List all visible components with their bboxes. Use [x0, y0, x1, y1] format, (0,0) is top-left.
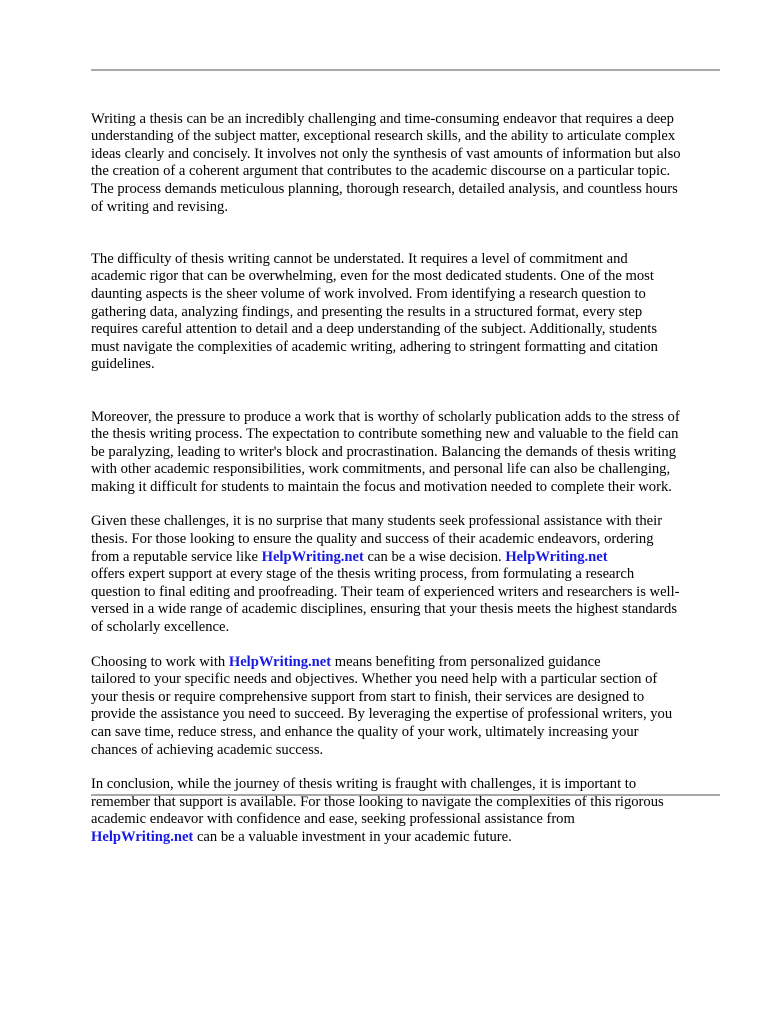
helpwriting-link[interactable]: HelpWriting.net [228, 653, 332, 670]
paragraph-text: Writing a thesis can be an incredibly challenging and time-consuming endeavor that requires a deep understanding of the subject matter, exceptional research skills, and the ability to articulate complex ideas clearly and concisely. It involves not only the synthesis of vast amounts of information but also the creation of a coherent argument that contributes to the academic discourse on a particular topic. The process demands meticulous planning, thorough research, detailed analysis, and countless hours of writing and revising. [91, 110, 681, 215]
paragraph-text: can be a valuable investment in your academic future. [193, 828, 512, 845]
paragraph-text: Choosing to work with [91, 653, 229, 670]
helpwriting-link[interactable]: HelpWriting.net [261, 548, 364, 565]
paragraph-text: can be a wise decision. [363, 548, 506, 565]
paragraph-choosing [91, 654, 731, 760]
paragraph-text: means benefiting from personalized guidance tailored to your specific needs and objectives. Whether you need help with a particular section of your thesis or require comprehensive support from start to finish, their services are designed to provide the assistance you need to succeed. By leveraging the expertise of professional writers, you can save time, reduce stress, and enhance the quality of your work, ultimately increasing your chances of achieving academic success. [91, 653, 673, 758]
helpwriting-link[interactable]: HelpWriting.net [91, 828, 194, 845]
paragraph-pressure [91, 391, 731, 497]
paragraph-text: Moreover, the pressure to produce a work that is worthy of scholarly publication adds to the stress of the thesis writing process. The expectation to contribute something new and valuable to the field can be paralyzing, leading to writer's block and procrastination. Balancing the demands of thesis writing with other academic responsibilities, work commitments, and personal life can also be challenging, making it difficult for students to maintain the focus and motivation needed to complete their work. [91, 408, 680, 495]
paragraph-text: The difficulty of thesis writing cannot be understated. It requires a level of commitment and academic rigor that can be overwhelming, even for the most dedicated students. One of the most daunting aspects is the sheer volume of work involved. From identifying a research question to gathering data, analyzing findings, and presenting the results in a structured format, every step requires careful attention to detail and a deep understanding of the subject. Additionally, students must navigate the complexities of academic writing, adhering to stringent formatting and citation guidelines. [91, 250, 658, 373]
paragraph-text: offers expert support at every stage of the thesis writing process, from formulating a research question to final editing and proofreading. Their team of experienced writers and researchers is well- versed in a wide range of academic disciplines, ensuring that your thesis meets the highest standards of scholarly excellence. [91, 566, 680, 636]
paragraph-conclusion [91, 776, 731, 846]
top-divider [91, 69, 720, 71]
helpwriting-link[interactable]: HelpWriting.net [505, 548, 608, 565]
paragraph-text: In conclusion, while the journey of thesis writing is fraught with challenges, it is important to remember that support is available. For those looking to navigate the complexities of this rigorous academic endeavor with confidence and ease, seeking professional assistance from [91, 776, 664, 828]
bottom-divider [91, 794, 720, 796]
paragraph-intro [91, 93, 731, 216]
paragraph-challenges [91, 513, 731, 636]
paragraph-difficulty [91, 233, 731, 374]
document-body [91, 93, 731, 864]
paragraph-text: Given these challenges, it is no surprise that many students seek professional assistance with their thesis. For those looking to ensure the quality and success of their academic endeavors, ordering from a reputable service like [91, 513, 663, 565]
